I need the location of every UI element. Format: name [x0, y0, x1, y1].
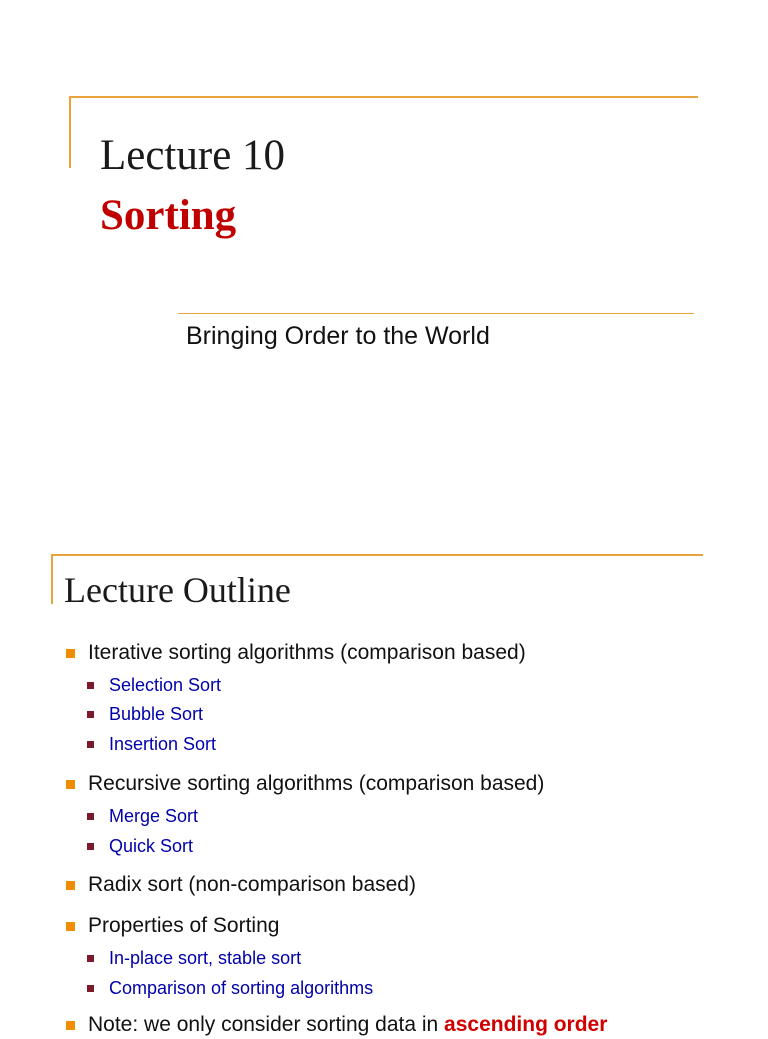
outline-subitem	[87, 834, 193, 858]
outline-subitem-text: In-place sort, stable sort	[109, 948, 302, 968]
note-text: Note: we only consider sorting data in	[88, 1013, 445, 1036]
outline-subitem-text: Merge Sort	[109, 806, 199, 826]
square-bullet-icon	[87, 955, 94, 962]
outline-item-text: Recursive sorting algorithms (comparison based)	[88, 772, 545, 795]
outline-subitem	[87, 702, 203, 726]
square-bullet-icon	[87, 985, 94, 992]
square-bullet-icon	[87, 741, 94, 748]
outline-note	[66, 1011, 607, 1039]
outline-item-text: Properties of Sorting	[88, 914, 280, 937]
outline-item	[66, 871, 416, 899]
square-bullet-icon	[87, 711, 94, 718]
lecture-title: Lecture 10	[100, 132, 286, 179]
outline-item	[66, 639, 526, 667]
outline-item	[66, 770, 544, 798]
outline-item-text: Iterative sorting algorithms (comparison based)	[88, 641, 526, 664]
outline-item-text: Radix sort (non-comparison based)	[88, 873, 416, 896]
outline-subitem	[87, 976, 373, 1000]
note-emphasis: ascending order	[444, 1013, 608, 1036]
square-bullet-icon	[87, 682, 94, 689]
square-bullet-icon	[87, 813, 94, 820]
square-bullet-icon	[66, 780, 75, 789]
lecture-tagline: Bringing Order to the World	[186, 322, 490, 350]
outline-subitem	[87, 804, 198, 828]
square-bullet-icon	[66, 649, 75, 658]
outline-subitem	[87, 946, 301, 970]
outline-subitem-text: Insertion Sort	[109, 734, 217, 754]
outline-subitem-text: Selection Sort	[109, 675, 222, 695]
outline-subitem-text: Comparison of sorting algorithms	[109, 978, 374, 998]
outline-subitem	[87, 673, 221, 697]
square-bullet-icon	[87, 843, 94, 850]
square-bullet-icon	[66, 1021, 75, 1030]
outline-subitem-text: Bubble Sort	[109, 704, 204, 724]
outline-subitem	[87, 732, 216, 756]
square-bullet-icon	[66, 881, 75, 890]
lecture-subtitle: Sorting	[100, 192, 237, 239]
outline-subitem-text: Quick Sort	[109, 836, 194, 856]
square-bullet-icon	[66, 922, 75, 931]
outline-item	[66, 912, 279, 940]
outline-heading: Lecture Outline	[64, 570, 291, 610]
